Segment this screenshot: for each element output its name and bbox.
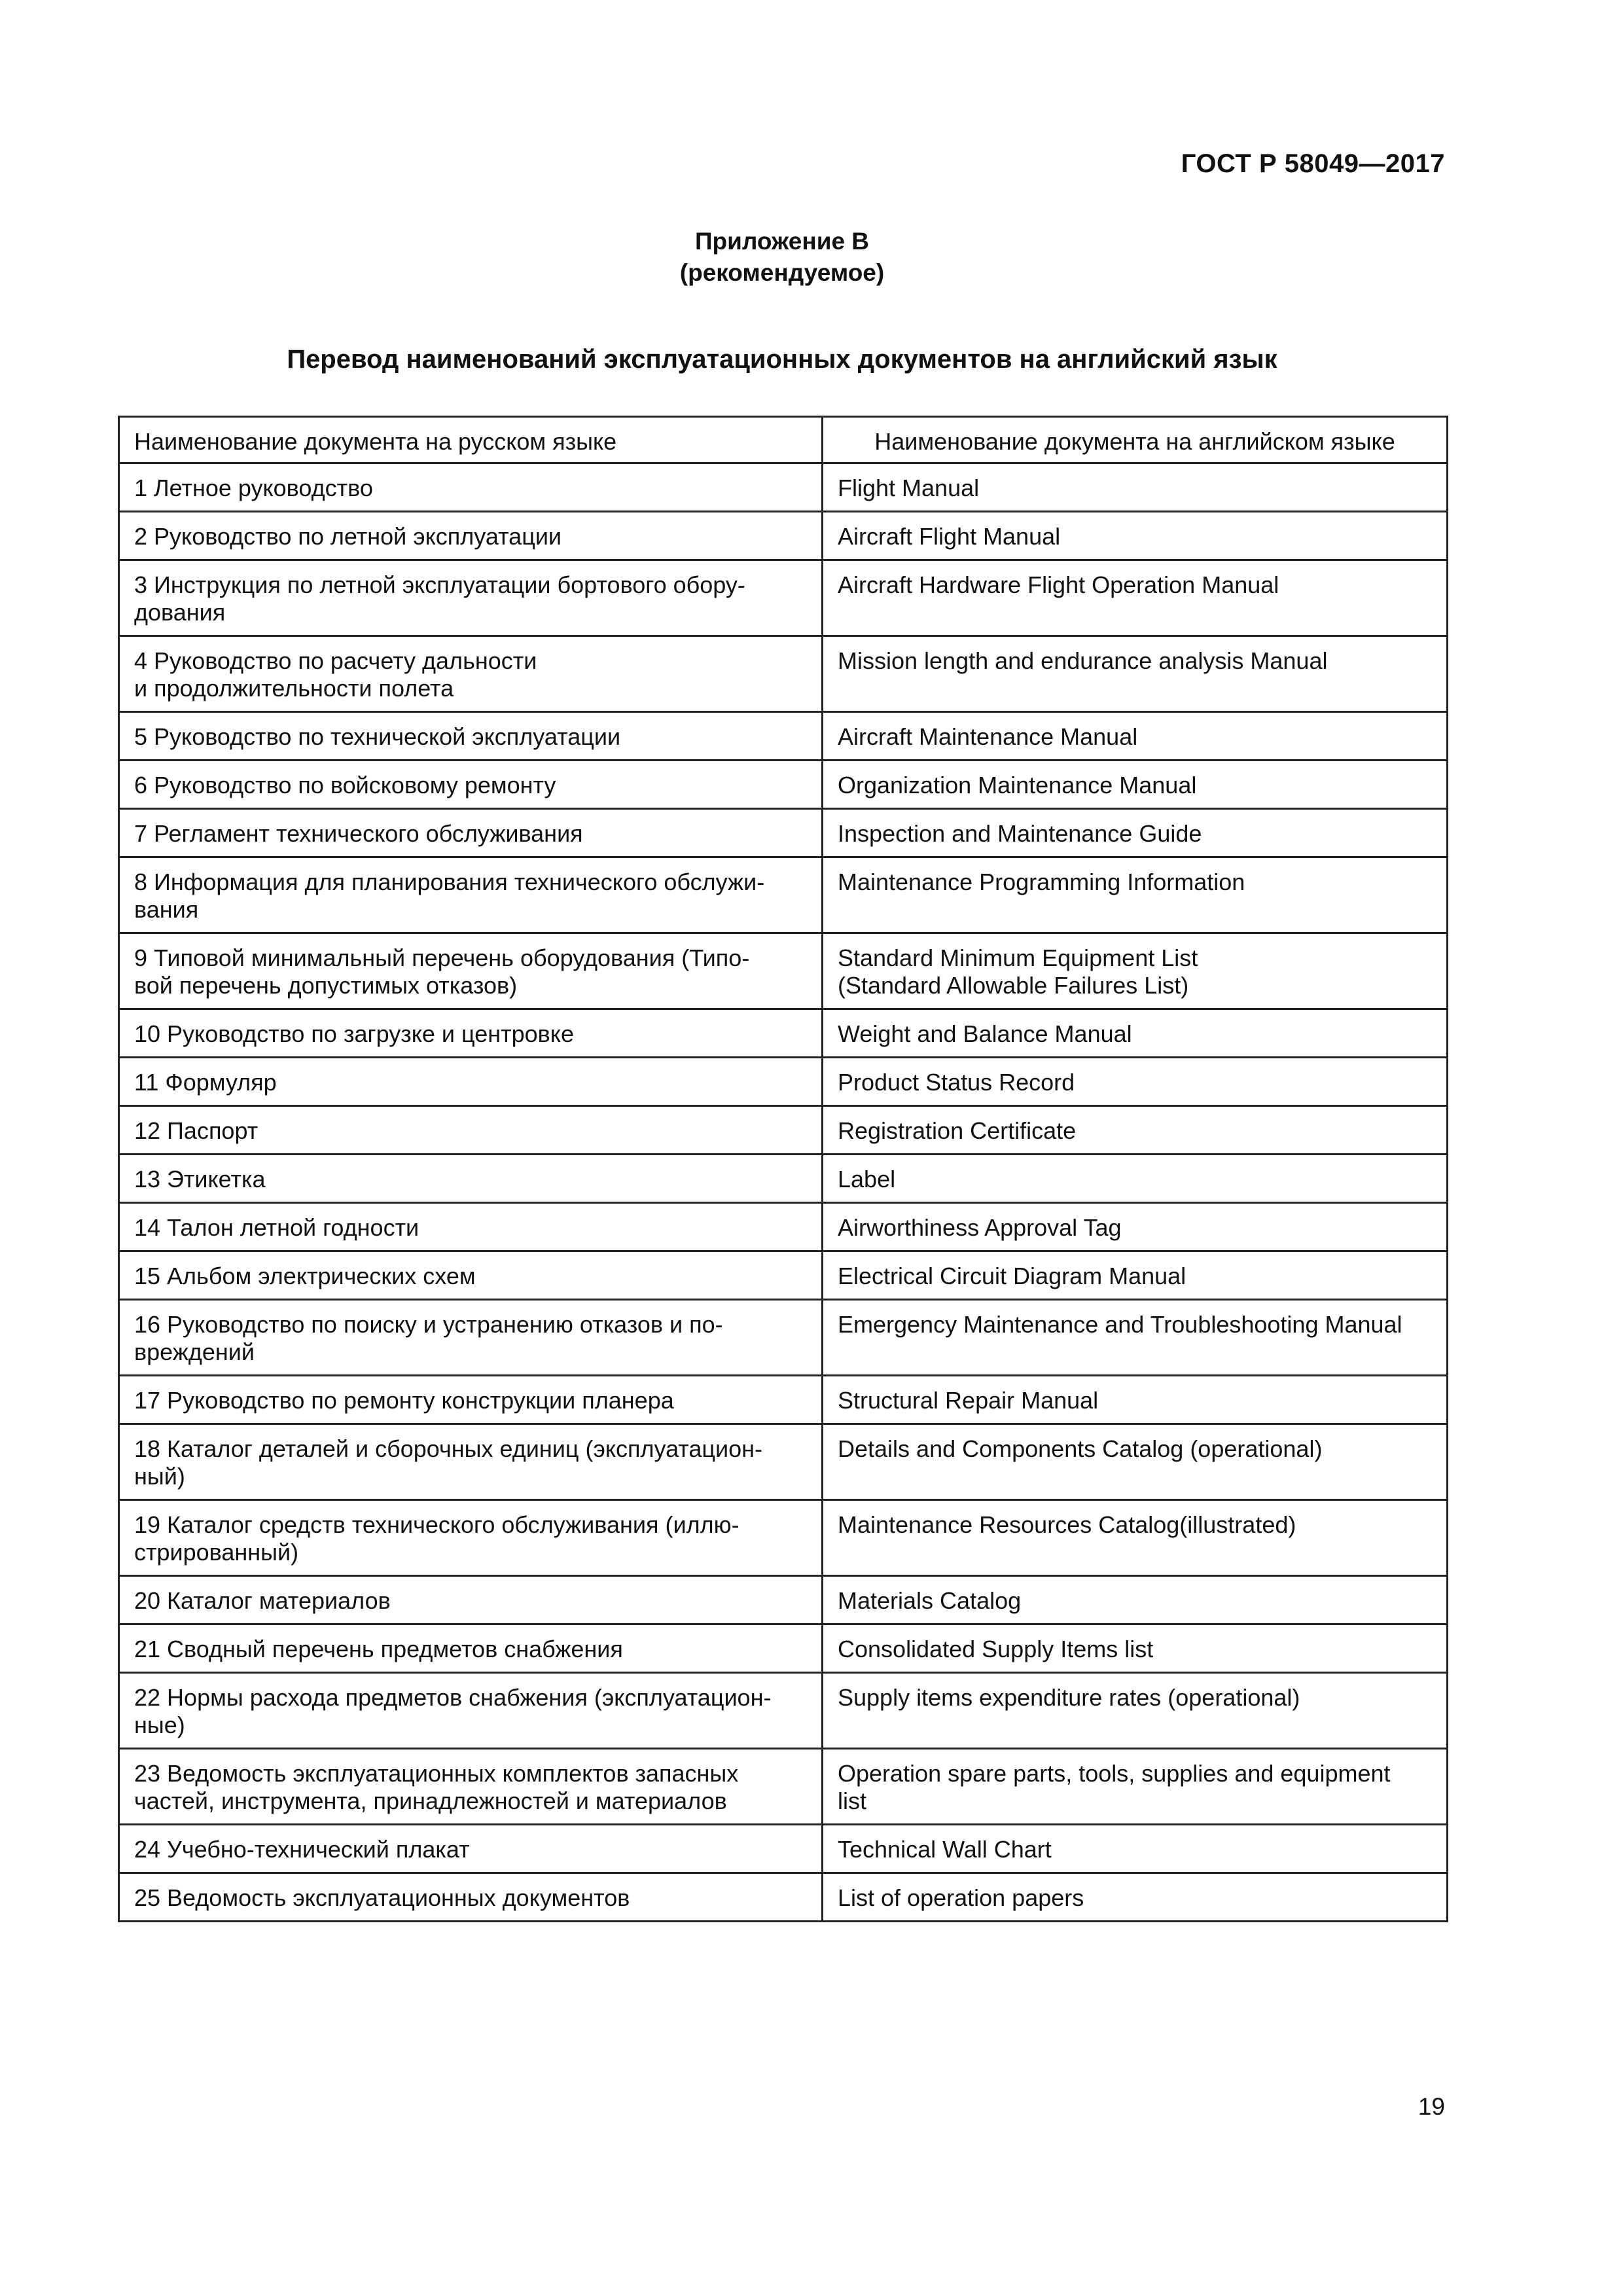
cell-russian-name: 21 Сводный перечень предметов снабжения [119,1624,823,1673]
table-row [119,761,1448,809]
table-row [119,1376,1448,1424]
table-header-row [119,417,1448,463]
cell-english-name: Structural Repair Manual [823,1376,1448,1424]
table-row [119,1251,1448,1300]
cell-english-name: Materials Catalog [823,1576,1448,1624]
cell-russian-name: 1 Летное руководство [119,463,823,512]
table-row [119,1673,1448,1749]
cell-english-name: Operation spare parts, tools, supplies and equipment list [823,1749,1448,1825]
appendix-label: Приложение В [694,228,870,255]
appendix-heading [0,226,1564,289]
cell-russian-name: 2 Руководство по летной эксплуатации [119,512,823,560]
cell-english-name: Organization Maintenance Manual [823,761,1448,809]
cell-russian-name: 10 Руководство по загрузке и центровке [119,1009,823,1058]
table-row [119,1058,1448,1106]
cell-english-name: Aircraft Flight Manual [823,512,1448,560]
cell-russian-name: 18 Каталог деталей и сборочных единиц (эксплуатацион- ный) [119,1424,823,1500]
cell-english-name: List of operation papers [823,1873,1448,1922]
table-row [119,1155,1448,1203]
table-row [119,712,1448,761]
cell-english-name: Inspection and Maintenance Guide [823,809,1448,857]
table-row [119,1106,1448,1155]
cell-russian-name: 20 Каталог материалов [119,1576,823,1624]
cell-english-name: Label [823,1155,1448,1203]
cell-russian-name: 3 Инструкция по летной эксплуатации бортового обору- дования [119,560,823,636]
cell-russian-name: 7 Регламент технического обслуживания [119,809,823,857]
cell-russian-name: 17 Руководство по ремонту конструкции планера [119,1376,823,1424]
table-row [119,1873,1448,1922]
cell-english-name: Standard Minimum Equipment List (Standard Allowable Failures List) [823,933,1448,1009]
cell-russian-name: 8 Информация для планирования технического обслужи- вания [119,857,823,933]
cell-russian-name: 11 Формуляр [119,1058,823,1106]
cell-english-name: Consolidated Supply Items list [823,1624,1448,1673]
cell-russian-name: 19 Каталог средств технического обслуживания (иллю- стрированный) [119,1500,823,1576]
page-number: 19 [1418,2093,1445,2120]
table-row [119,809,1448,857]
page-title: Перевод наименований эксплуатационных документов на английский язык [287,345,1277,374]
standard-code: ГОСТ Р 58049—2017 [1181,149,1445,178]
cell-english-name: Weight and Balance Manual [823,1009,1448,1058]
cell-english-name: Airworthiness Approval Tag [823,1203,1448,1251]
cell-english-name: Aircraft Hardware Flight Operation Manual [823,560,1448,636]
cell-russian-name: 15 Альбом электрических схем [119,1251,823,1300]
cell-russian-name: 22 Нормы расхода предметов снабжения (эксплуатацион- ные) [119,1673,823,1749]
table-body [119,463,1448,1922]
cell-russian-name: 9 Типовой минимальный перечень оборудования (Типо- вой перечень допустимых отказов) [119,933,823,1009]
cell-english-name: Registration Certificate [823,1106,1448,1155]
table-row [119,857,1448,933]
table-row [119,1500,1448,1576]
table-row [119,1624,1448,1673]
table-row [119,1424,1448,1500]
cell-english-name: Maintenance Programming Information [823,857,1448,933]
column-header-russian: Наименование документа на русском языке [119,417,823,463]
cell-russian-name: 6 Руководство по войсковому ремонту [119,761,823,809]
table-row [119,1009,1448,1058]
cell-english-name: Emergency Maintenance and Troubleshooting Manual [823,1300,1448,1376]
cell-english-name: Details and Components Catalog (operational) [823,1424,1448,1500]
appendix-status: (рекомендуемое) [679,259,885,286]
table-row [119,463,1448,512]
table-row [119,1203,1448,1251]
table-row [119,1300,1448,1376]
cell-russian-name: 14 Талон летной годности [119,1203,823,1251]
cell-english-name: Maintenance Resources Catalog(illustrated) [823,1500,1448,1576]
cell-russian-name: 4 Руководство по расчету дальности и продолжительности полета [119,636,823,712]
translation-table [118,416,1448,1922]
column-header-english: Наименование документа на английском языке [823,417,1448,463]
table-row [119,933,1448,1009]
cell-russian-name: 13 Этикетка [119,1155,823,1203]
cell-english-name: Electrical Circuit Diagram Manual [823,1251,1448,1300]
cell-russian-name: 25 Ведомость эксплуатационных документов [119,1873,823,1922]
cell-english-name: Product Status Record [823,1058,1448,1106]
table-row [119,1825,1448,1873]
cell-russian-name: 16 Руководство по поиску и устранению отказов и по- вреждений [119,1300,823,1376]
table-row [119,512,1448,560]
cell-english-name: Mission length and endurance analysis Manual [823,636,1448,712]
cell-russian-name: 5 Руководство по технической эксплуатации [119,712,823,761]
table-row [119,1576,1448,1624]
table-row [119,560,1448,636]
cell-english-name: Aircraft Maintenance Manual [823,712,1448,761]
cell-russian-name: 24 Учебно-технический плакат [119,1825,823,1873]
table-row [119,636,1448,712]
cell-russian-name: 12 Паспорт [119,1106,823,1155]
table-row [119,1749,1448,1825]
cell-english-name: Technical Wall Chart [823,1825,1448,1873]
cell-russian-name: 23 Ведомость эксплуатационных комплектов запасных частей, инструмента, принадлежностей и материалов [119,1749,823,1825]
cell-english-name: Flight Manual [823,463,1448,512]
cell-english-name: Supply items expenditure rates (operational) [823,1673,1448,1749]
